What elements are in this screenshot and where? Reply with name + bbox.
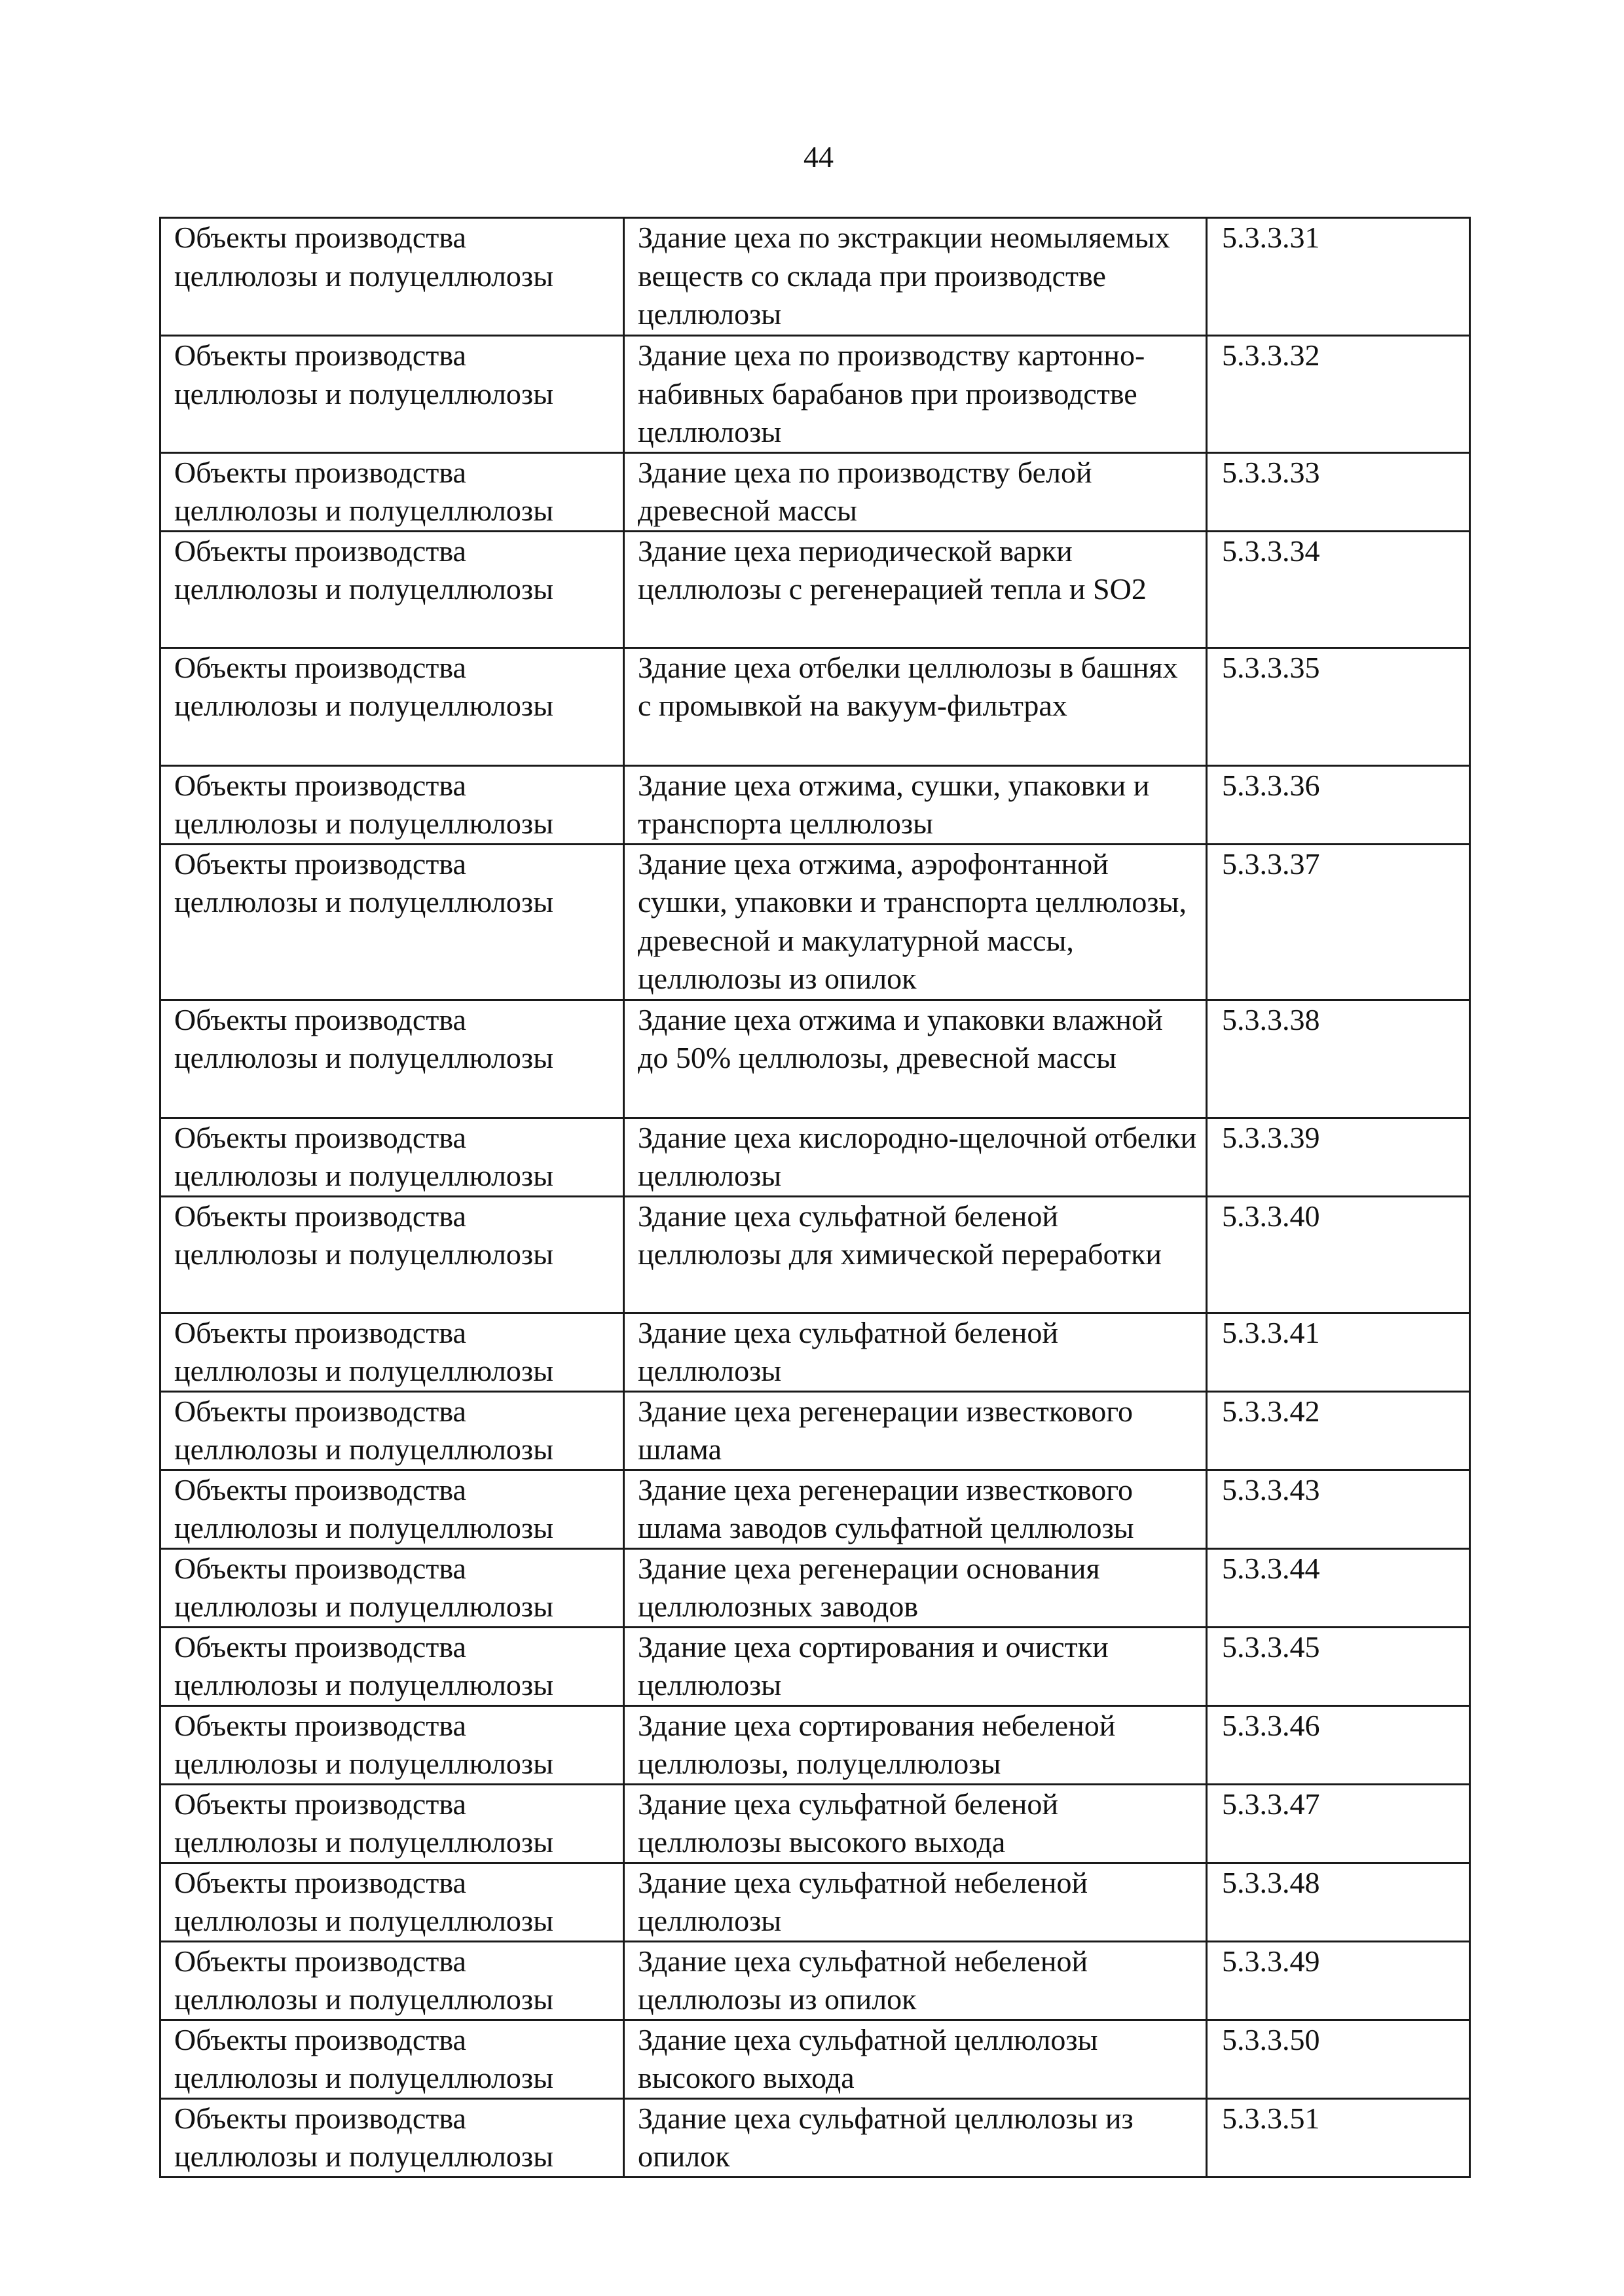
cell-description: Здание цеха регенерации известкового шлама заводов сульфатной целлюлозы [624,1470,1207,1548]
object-text: Объекты производства целлюлозы и полуцеллюлозы [174,221,553,293]
table-row [160,1548,1470,1627]
table-row [160,765,1470,844]
cell-description: Здание цеха по производству белой древесной массы [624,452,1207,531]
object-text: Объекты производства целлюлозы и полуцеллюлозы [174,1199,553,1271]
cell-code: 5.3.3.47 [1207,1784,1470,1863]
table-row [160,1196,1470,1313]
table-row [160,2098,1470,2177]
table-row [160,1391,1470,1470]
cell-code: 5.3.3.40 [1207,1196,1470,1313]
cell-code: 5.3.3.46 [1207,1705,1470,1784]
cell-object [160,1863,624,1941]
cell-object [160,647,624,765]
cell-object [160,218,624,336]
object-text: Объекты производства целлюлозы и полуцеллюлозы [174,338,553,410]
cell-description: Здание цеха отбелки целлюлозы в башнях с промывкой на вакуум-фильтрах [624,647,1207,765]
cell-object [160,1000,624,1118]
cell-code: 5.3.3.41 [1207,1313,1470,1391]
cell-description: Здание цеха сульфатной беленой целлюлозы для химической переработки [624,1196,1207,1313]
cell-description: Здание цеха сортирования небеленой целлюлозы, полуцеллюлозы [624,1705,1207,1784]
cell-code: 5.3.3.51 [1207,2098,1470,2177]
cell-object [160,531,624,647]
cell-code: 5.3.3.33 [1207,452,1470,531]
object-text: Объекты производства целлюлозы и полуцеллюлозы [174,1315,553,1387]
cell-object [160,1470,624,1548]
cell-code: 5.3.3.36 [1207,765,1470,844]
object-text: Объекты производства целлюлозы и полуцеллюлозы [174,1002,553,1074]
cell-description: Здание цеха по экстракции неомыляемых веществ со склада при производстве целлюлозы [624,218,1207,336]
cell-object [160,1941,624,2020]
cell-description: Здание цеха сульфатной беленой целлюлозы [624,1313,1207,1391]
cell-object [160,1627,624,1705]
table-row [160,1118,1470,1196]
cell-code: 5.3.3.32 [1207,336,1470,453]
object-text: Объекты производства целлюлозы и полуцеллюлозы [174,455,553,527]
cell-description: Здание цеха отжима, аэрофонтанной сушки, упаковки и транспорта целлюлозы, древесной и макулатурной массы, целлюлозы из опилок [624,844,1207,1000]
object-text: Объекты производства целлюлозы и полуцеллюлозы [174,2022,553,2094]
object-text: Объекты производства целлюлозы и полуцеллюлозы [174,534,553,606]
object-text: Объекты производства целлюлозы и полуцеллюлозы [174,1787,553,1859]
table-row [160,336,1470,453]
cell-description: Здание цеха сульфатной целлюлозы высокого выхода [624,2020,1207,2098]
table-row [160,1627,1470,1705]
cell-object [160,844,624,1000]
table-row [160,1000,1470,1118]
cell-object [160,452,624,531]
table-row [160,1705,1470,1784]
cell-description: Здание цеха сульфатной небеленой целлюлозы из опилок [624,1941,1207,2020]
cell-description: Здание цеха сульфатной беленой целлюлозы высокого выхода [624,1784,1207,1863]
cell-object [160,1391,624,1470]
cell-code: 5.3.3.50 [1207,2020,1470,2098]
page-number: 44 [803,140,834,173]
cell-code: 5.3.3.45 [1207,1627,1470,1705]
cell-description: Здание цеха отжима, сушки, упаковки и транспорта целлюлозы [624,765,1207,844]
table-row [160,218,1470,336]
object-text: Объекты производства целлюлозы и полуцеллюлозы [174,1472,553,1544]
cell-object [160,336,624,453]
cell-description: Здание цеха регенерации известкового шлама [624,1391,1207,1470]
object-text: Объекты производства целлюлозы и полуцеллюлозы [174,1120,553,1192]
cell-code: 5.3.3.34 [1207,531,1470,647]
object-text: Объекты производства целлюлозы и полуцеллюлозы [174,1944,553,2016]
cell-object [160,2098,624,2177]
table-row [160,1941,1470,2020]
cell-object [160,1784,624,1863]
cell-object [160,1313,624,1391]
object-text: Объекты производства целлюлозы и полуцеллюлозы [174,1708,553,1780]
cell-code: 5.3.3.43 [1207,1470,1470,1548]
table-row [160,2020,1470,2098]
object-text: Объекты производства целлюлозы и полуцеллюлозы [174,2101,553,2173]
cell-object [160,1705,624,1784]
cell-code: 5.3.3.35 [1207,647,1470,765]
cell-object [160,2020,624,2098]
cell-object [160,1548,624,1627]
table-row [160,531,1470,647]
cell-code: 5.3.3.31 [1207,218,1470,336]
object-text: Объекты производства целлюлозы и полуцеллюлозы [174,768,553,840]
cell-description: Здание цеха по производству картонно-набивных барабанов при производстве целлюлозы [624,336,1207,453]
table-row [160,1784,1470,1863]
object-text: Объекты производства целлюлозы и полуцеллюлозы [174,650,553,722]
object-text: Объекты производства целлюлозы и полуцеллюлозы [174,1394,553,1466]
table-row [160,1470,1470,1548]
cell-code: 5.3.3.48 [1207,1863,1470,1941]
object-text: Объекты производства целлюлозы и полуцеллюлозы [174,1630,553,1702]
classification-table [159,217,1471,2178]
cell-description: Здание цеха отжима и упаковки влажной до 50% целлюлозы, древесной массы [624,1000,1207,1118]
cell-code: 5.3.3.49 [1207,1941,1470,2020]
object-text: Объекты производства целлюлозы и полуцеллюлозы [174,1865,553,1937]
cell-code: 5.3.3.44 [1207,1548,1470,1627]
cell-code: 5.3.3.38 [1207,1000,1470,1118]
cell-code: 5.3.3.37 [1207,844,1470,1000]
cell-description: Здание цеха сортирования и очистки целлюлозы [624,1627,1207,1705]
table-body [160,218,1470,2178]
table-row [160,844,1470,1000]
cell-description: Здание цеха сульфатной целлюлозы из опилок [624,2098,1207,2177]
table-row [160,1313,1470,1391]
cell-description: Здание цеха сульфатной небеленой целлюлозы [624,1863,1207,1941]
cell-object [160,765,624,844]
cell-code: 5.3.3.39 [1207,1118,1470,1196]
object-text: Объекты производства целлюлозы и полуцеллюлозы [174,847,553,919]
cell-code: 5.3.3.42 [1207,1391,1470,1470]
cell-object [160,1118,624,1196]
object-text: Объекты производства целлюлозы и полуцеллюлозы [174,1551,553,1623]
table-row [160,452,1470,531]
table-row [160,1863,1470,1941]
cell-description: Здание цеха регенерации основания целлюлозных заводов [624,1548,1207,1627]
cell-description: Здание цеха периодической варки целлюлозы с регенерацией тепла и SO2 [624,531,1207,647]
table-row [160,647,1470,765]
cell-object [160,1196,624,1313]
cell-description: Здание цеха кислородно-щелочной отбелки целлюлозы [624,1118,1207,1196]
